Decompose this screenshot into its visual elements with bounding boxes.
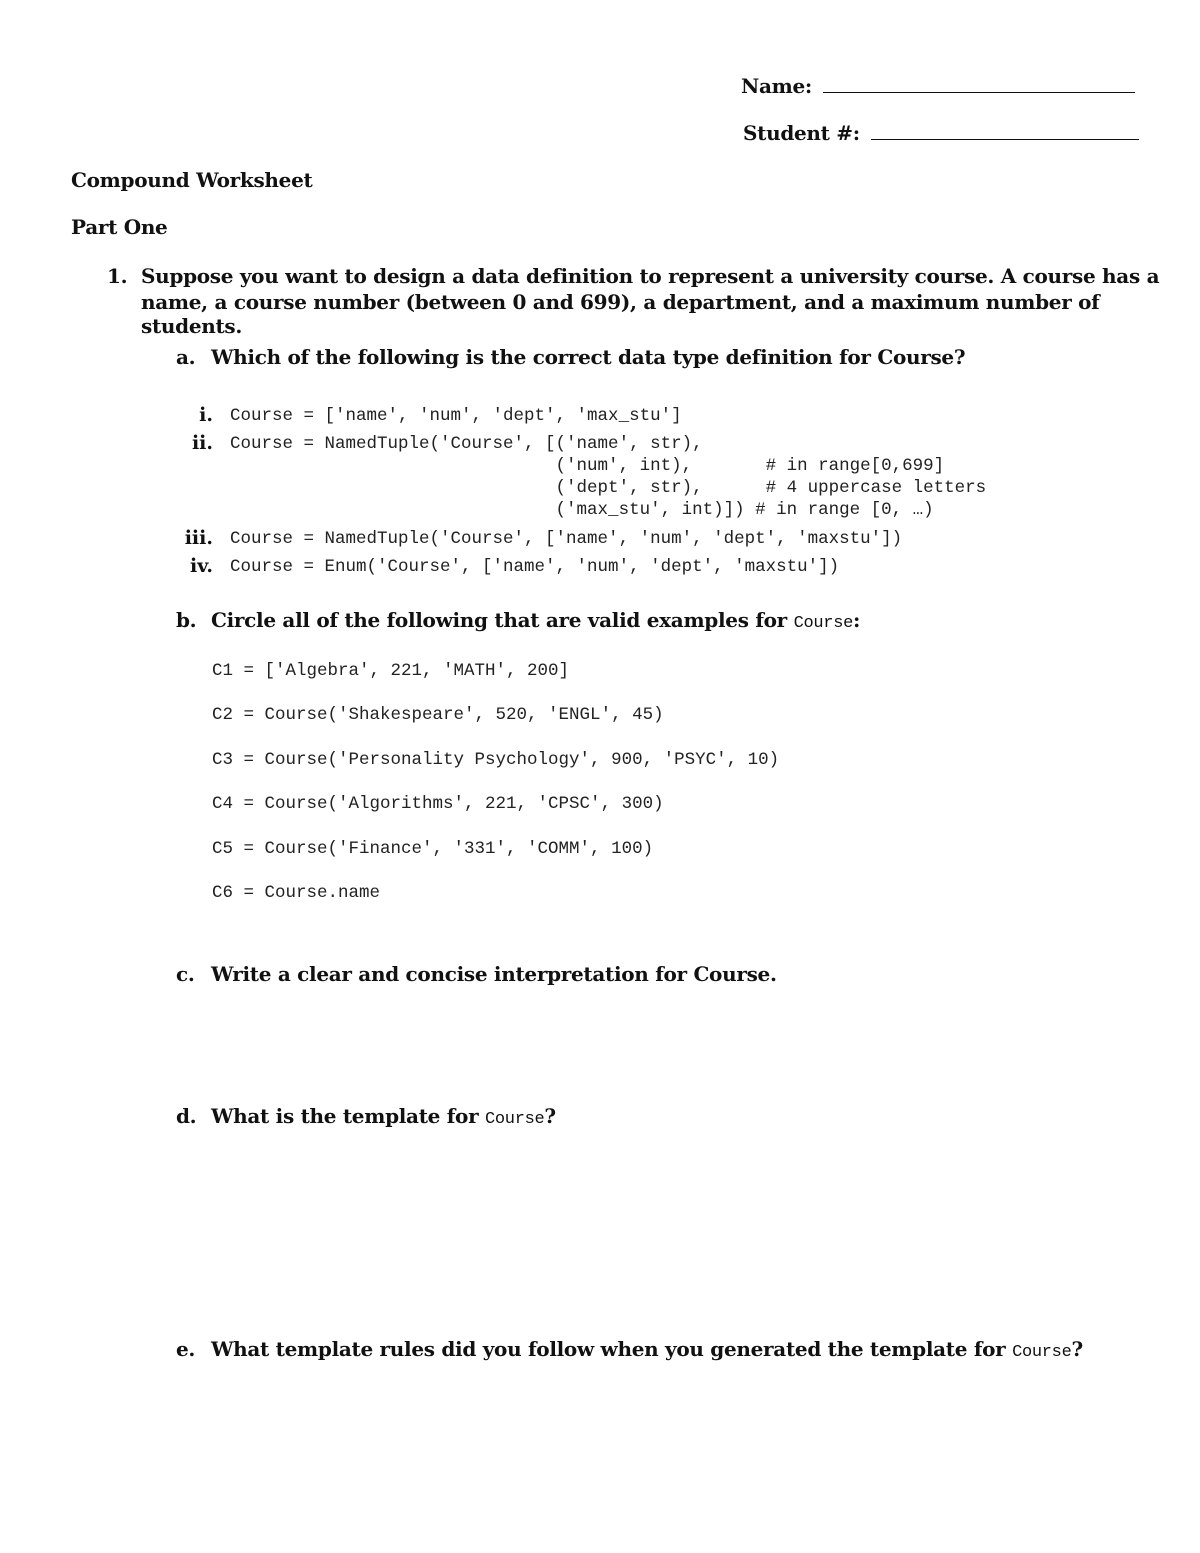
- example-c2[interactable]: C2 = Course('Shakespeare', 520, 'ENGL', 45): [212, 705, 664, 725]
- part-d-letter: d.: [176, 1104, 197, 1128]
- example-c5[interactable]: C5 = Course('Finance', '331', 'COMM', 100): [212, 839, 654, 859]
- part-b-question: [211, 608, 860, 633]
- student-number-label: Student #:: [743, 121, 860, 145]
- question-1-line-2: name, a course number (between 0 and 699), a department, and a maximum number of students.: [141, 290, 1100, 338]
- name-blank-line[interactable]: [823, 92, 1135, 93]
- option-iii-code: Course = NamedTuple('Course', ['name', 'num', 'dept', 'maxstu']): [230, 529, 903, 549]
- worksheet-title: Compound Worksheet: [71, 168, 313, 192]
- option-i-numeral: i.: [199, 404, 213, 426]
- example-c1[interactable]: C1 = ['Algebra', 221, 'MATH', 200]: [212, 661, 570, 681]
- option-ii-code-line-2: ('num', int), # in range[0,699]: [230, 456, 945, 476]
- part-d-code: Course: [485, 1110, 545, 1129]
- student-number-field[interactable]: [743, 121, 1139, 145]
- part-e-suffix: ?: [1071, 1337, 1083, 1361]
- option-iv-code: Course = Enum('Course', ['name', 'num', 'dept', 'maxstu']): [230, 557, 840, 577]
- part-d-question: [211, 1104, 556, 1129]
- student-number-blank-line[interactable]: [871, 139, 1139, 140]
- part-heading: Part One: [71, 215, 168, 239]
- option-ii-numeral: ii.: [191, 432, 213, 454]
- option-ii-code-line-1: Course = NamedTuple('Course', [('name', str),: [230, 434, 703, 454]
- name-field[interactable]: [741, 74, 1135, 98]
- part-c-question: Write a clear and concise interpretation for Course.: [211, 962, 777, 986]
- part-c-letter: c.: [176, 962, 195, 986]
- example-c6[interactable]: C6 = Course.name: [212, 883, 381, 903]
- part-e-letter: e.: [176, 1337, 196, 1361]
- option-ii-code-line-3: ('dept', str), # 4 uppercase letters: [230, 478, 987, 498]
- part-b-suffix: :: [853, 608, 861, 632]
- part-b-letter: b.: [176, 608, 197, 632]
- part-e-code: Course: [1012, 1343, 1072, 1362]
- option-i-code: Course = ['name', 'num', 'dept', 'max_stu']: [230, 406, 682, 426]
- option-iv-numeral: iv.: [190, 555, 213, 577]
- example-c4[interactable]: C4 = Course('Algorithms', 221, 'CPSC', 300): [212, 794, 664, 814]
- part-e-question: [211, 1337, 1083, 1362]
- part-e-question-text: What template rules did you follow when you generated the template for: [211, 1337, 1006, 1361]
- question-1-number: 1.: [107, 264, 128, 288]
- question-1-line-1: Suppose you want to design a data definition to represent a university course. A course has a: [141, 264, 1160, 288]
- part-a-question: Which of the following is the correct data type definition for Course?: [211, 345, 966, 369]
- name-label: Name:: [741, 74, 813, 98]
- option-iii-numeral: iii.: [184, 527, 213, 549]
- part-d-suffix: ?: [544, 1104, 556, 1128]
- example-c3[interactable]: C3 = Course('Personality Psychology', 900, 'PSYC', 10): [212, 750, 780, 770]
- part-a-letter: a.: [176, 345, 196, 369]
- part-d-question-text: What is the template for: [211, 1104, 479, 1128]
- part-b-code: Course: [793, 614, 854, 633]
- option-ii-code-line-4: ('max_stu', int)]) # in range [0, …): [230, 500, 934, 520]
- part-b-question-text: Circle all of the following that are valid examples for: [211, 608, 787, 632]
